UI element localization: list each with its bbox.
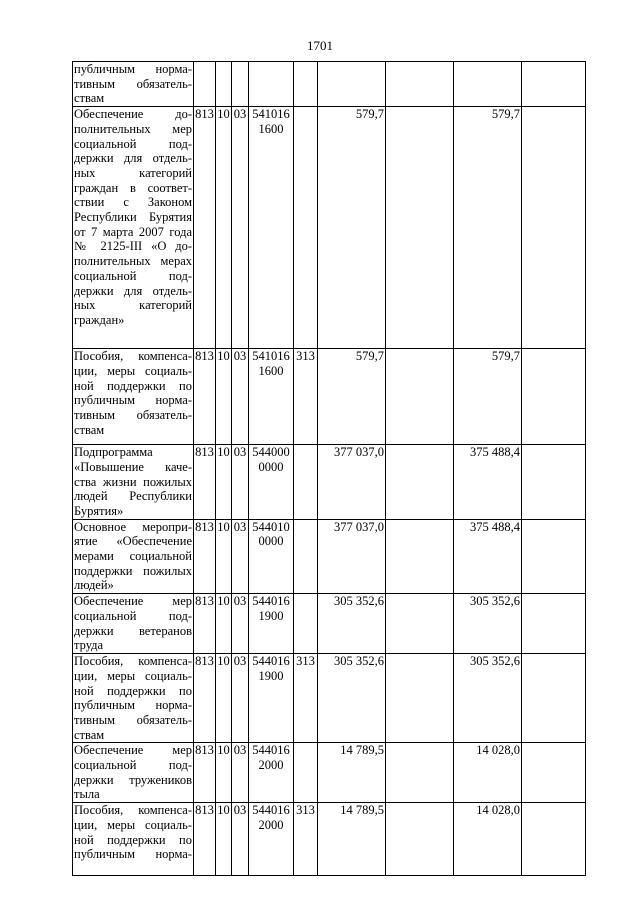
amount-cell: [386, 654, 454, 743]
table-row: [73, 519, 586, 594]
table-row: [73, 62, 586, 107]
row-name-line: ции, меры социаль-: [74, 818, 192, 833]
target-article-part: 544016: [252, 594, 290, 609]
row-name-line: ствам: [74, 422, 105, 437]
expense-type-cell: 313: [294, 349, 318, 445]
expense-type-cell: [294, 743, 318, 803]
row-name-line: социальной под-: [74, 608, 192, 623]
row-name-line: граждан в соответ-: [74, 180, 192, 195]
amount-cell: [522, 743, 586, 803]
amount-cell: 377 037,0: [318, 445, 386, 520]
amount-cell: [454, 62, 522, 107]
row-name-line: поддержки пожилых: [74, 563, 192, 578]
amount-cell: [386, 349, 454, 445]
expense-type-cell: 313: [294, 803, 318, 876]
row-name-line: Обеспечение мер: [74, 743, 192, 758]
row-name-cell: [73, 445, 194, 520]
row-name-cell: [73, 519, 194, 594]
subsection-cell: [232, 62, 249, 107]
row-name-line: «Повышение каче-: [74, 459, 192, 474]
amount-cell: 14 028,0: [454, 743, 522, 803]
row-name-cell: [73, 654, 194, 743]
amount-cell: 305 352,6: [318, 654, 386, 743]
row-name-line: Пособия, компенса-: [74, 654, 192, 669]
row-name-line: ных категорий: [74, 165, 192, 180]
section-cell: 10: [216, 743, 232, 803]
page-number: 1701: [307, 38, 333, 53]
target-article-cell: [249, 803, 294, 876]
target-article-cell: [249, 445, 294, 520]
amount-cell: 377 037,0: [318, 519, 386, 594]
target-article-part: 0000: [258, 459, 284, 474]
row-name-line: ции, меры социаль-: [74, 363, 192, 378]
target-article-part: 544016: [252, 743, 290, 758]
table-row: [73, 349, 586, 445]
expense-type-cell: [294, 62, 318, 107]
row-name-line: ной поддержки по: [74, 378, 192, 393]
amount-cell: 579,7: [318, 107, 386, 349]
section-cell: [216, 62, 232, 107]
row-name-cell: [73, 62, 194, 107]
target-article-cell: [249, 62, 294, 107]
section-cell: 10: [216, 594, 232, 654]
target-article-part: 1600: [258, 363, 284, 378]
ministry-code-cell: 813: [194, 803, 216, 876]
row-name-cell: [73, 803, 194, 876]
row-name-line: Обеспечение до-: [74, 107, 192, 122]
row-name-line: ства жизни пожилых: [74, 474, 192, 489]
target-article-part: 1600: [258, 121, 284, 136]
row-name-line: социальной под-: [74, 268, 192, 283]
amount-cell: [318, 62, 386, 107]
table-row: [73, 445, 586, 520]
row-name-cell: [73, 743, 194, 803]
row-name-line: ной поддержки по: [74, 683, 192, 698]
amount-cell: [386, 107, 454, 349]
subsection-cell: 03: [232, 445, 249, 520]
ministry-code-cell: 813: [194, 594, 216, 654]
subsection-cell: 03: [232, 107, 249, 349]
target-article-part: 544016: [252, 654, 290, 669]
amount-cell: 305 352,6: [454, 654, 522, 743]
subsection-cell: 03: [232, 349, 249, 445]
target-article-part: 1900: [258, 608, 284, 623]
row-name-line: Бурятия»: [74, 503, 124, 518]
amount-cell: [522, 62, 586, 107]
table-row: [73, 743, 586, 803]
amount-cell: [522, 803, 586, 876]
row-name-line: труда: [74, 638, 104, 653]
expense-type-cell: [294, 519, 318, 594]
row-name-line: публичным норма-: [74, 62, 192, 76]
target-article-cell: [249, 349, 294, 445]
amount-cell: [522, 107, 586, 349]
row-name-cell: [73, 594, 194, 654]
subsection-cell: 03: [232, 803, 249, 876]
row-name-line: Подпрограмма: [74, 445, 153, 460]
row-name-line: публичным норма-: [74, 847, 192, 862]
target-article-part: 544000: [252, 445, 290, 460]
amount-cell: [386, 743, 454, 803]
section-cell: 10: [216, 654, 232, 743]
amount-cell: 579,7: [454, 349, 522, 445]
expense-type-cell: [294, 445, 318, 520]
ministry-code-cell: [194, 62, 216, 107]
row-name-line: людей Республики: [74, 489, 192, 504]
row-name-line: тивным обязатель-: [74, 712, 192, 727]
section-cell: 10: [216, 519, 232, 594]
subsection-cell: 03: [232, 519, 249, 594]
row-name-line: от 7 марта 2007 года: [74, 224, 192, 239]
ministry-code-cell: 813: [194, 519, 216, 594]
ministry-code-cell: 813: [194, 349, 216, 445]
target-article-part: 0000: [258, 534, 284, 549]
row-name-line: № 2125-III «О до-: [74, 239, 192, 254]
row-name-line: тивным обязатель-: [74, 407, 192, 422]
target-article-cell: [249, 654, 294, 743]
amount-cell: 14 789,5: [318, 803, 386, 876]
row-name-line: мерами социальной: [74, 549, 192, 564]
section-cell: 10: [216, 107, 232, 349]
amount-cell: [386, 445, 454, 520]
target-article-cell: [249, 743, 294, 803]
row-name-line: граждан»: [74, 312, 125, 327]
row-name-line: Республики Бурятия: [74, 210, 192, 225]
row-name-line: ятие «Обеспечение: [74, 534, 192, 549]
ministry-code-cell: 813: [194, 107, 216, 349]
subsection-cell: 03: [232, 594, 249, 654]
row-name-line: Основное меропри-: [74, 519, 192, 534]
amount-cell: [522, 594, 586, 654]
expense-type-cell: 313: [294, 654, 318, 743]
row-name-line: держки для отдель-: [74, 283, 192, 298]
amount-cell: 14 028,0: [454, 803, 522, 876]
table-row: [73, 107, 586, 349]
row-name-line: держки ветеранов: [74, 623, 192, 638]
amount-cell: 305 352,6: [318, 594, 386, 654]
table-row: [73, 594, 586, 654]
section-cell: 10: [216, 445, 232, 520]
row-name-line: Обеспечение мер: [74, 594, 192, 609]
amount-cell: 305 352,6: [454, 594, 522, 654]
ministry-code-cell: 813: [194, 654, 216, 743]
target-article-part: 541016: [252, 349, 290, 364]
row-name-line: ствии с Законом: [74, 195, 192, 210]
ministry-code-cell: 813: [194, 743, 216, 803]
target-article-part: 541016: [252, 107, 290, 122]
row-name-line: полнительных мер: [74, 121, 192, 136]
budget-table: [72, 61, 586, 876]
amount-cell: [522, 519, 586, 594]
ministry-code-cell: 813: [194, 445, 216, 520]
row-name-line: держки тружеников: [74, 772, 192, 787]
amount-cell: [386, 62, 454, 107]
amount-cell: [386, 803, 454, 876]
amount-cell: [522, 349, 586, 445]
target-article-part: 544016: [252, 803, 290, 818]
row-name-line: тыла: [74, 787, 100, 802]
row-name-line: публичным норма-: [74, 698, 192, 713]
target-article-part: 544010: [252, 519, 290, 534]
row-name-line: ствам: [74, 91, 105, 106]
target-article-cell: [249, 107, 294, 349]
row-name-cell: [73, 107, 194, 349]
amount-cell: [386, 519, 454, 594]
amount-cell: 14 789,5: [318, 743, 386, 803]
amount-cell: 375 488,4: [454, 445, 522, 520]
row-name-line: социальной под-: [74, 136, 192, 151]
row-name-line: Пособия, компенса-: [74, 803, 192, 818]
row-name-line: тивным обязатель-: [74, 76, 192, 91]
row-name-line: ции, меры социаль-: [74, 668, 192, 683]
amount-cell: 579,7: [318, 349, 386, 445]
amount-cell: [522, 654, 586, 743]
amount-cell: [386, 594, 454, 654]
target-article-part: 2000: [258, 818, 284, 833]
amount-cell: 375 488,4: [454, 519, 522, 594]
row-name-line: социальной под-: [74, 758, 192, 773]
subsection-cell: 03: [232, 654, 249, 743]
row-name-line: Пособия, компенса-: [74, 349, 192, 364]
row-name-line: людей»: [74, 578, 114, 593]
section-cell: 10: [216, 349, 232, 445]
table-body: [73, 62, 586, 876]
section-cell: 10: [216, 803, 232, 876]
row-name-line: полнительных мерах: [74, 254, 192, 269]
expense-type-cell: [294, 594, 318, 654]
row-name-line: ных категорий: [74, 298, 192, 313]
amount-cell: 579,7: [454, 107, 522, 349]
target-article-part: 2000: [258, 758, 284, 773]
table-row: [73, 654, 586, 743]
target-article-cell: [249, 594, 294, 654]
row-name-cell: [73, 349, 194, 445]
row-name-line: ной поддержки по: [74, 832, 192, 847]
target-article-part: 1900: [258, 668, 284, 683]
subsection-cell: 03: [232, 743, 249, 803]
amount-cell: [522, 445, 586, 520]
target-article-cell: [249, 519, 294, 594]
table-row: [73, 803, 586, 876]
row-name-line: держки для отдель-: [74, 151, 192, 166]
row-name-line: публичным норма-: [74, 393, 192, 408]
expense-type-cell: [294, 107, 318, 349]
row-name-line: ствам: [74, 727, 105, 742]
